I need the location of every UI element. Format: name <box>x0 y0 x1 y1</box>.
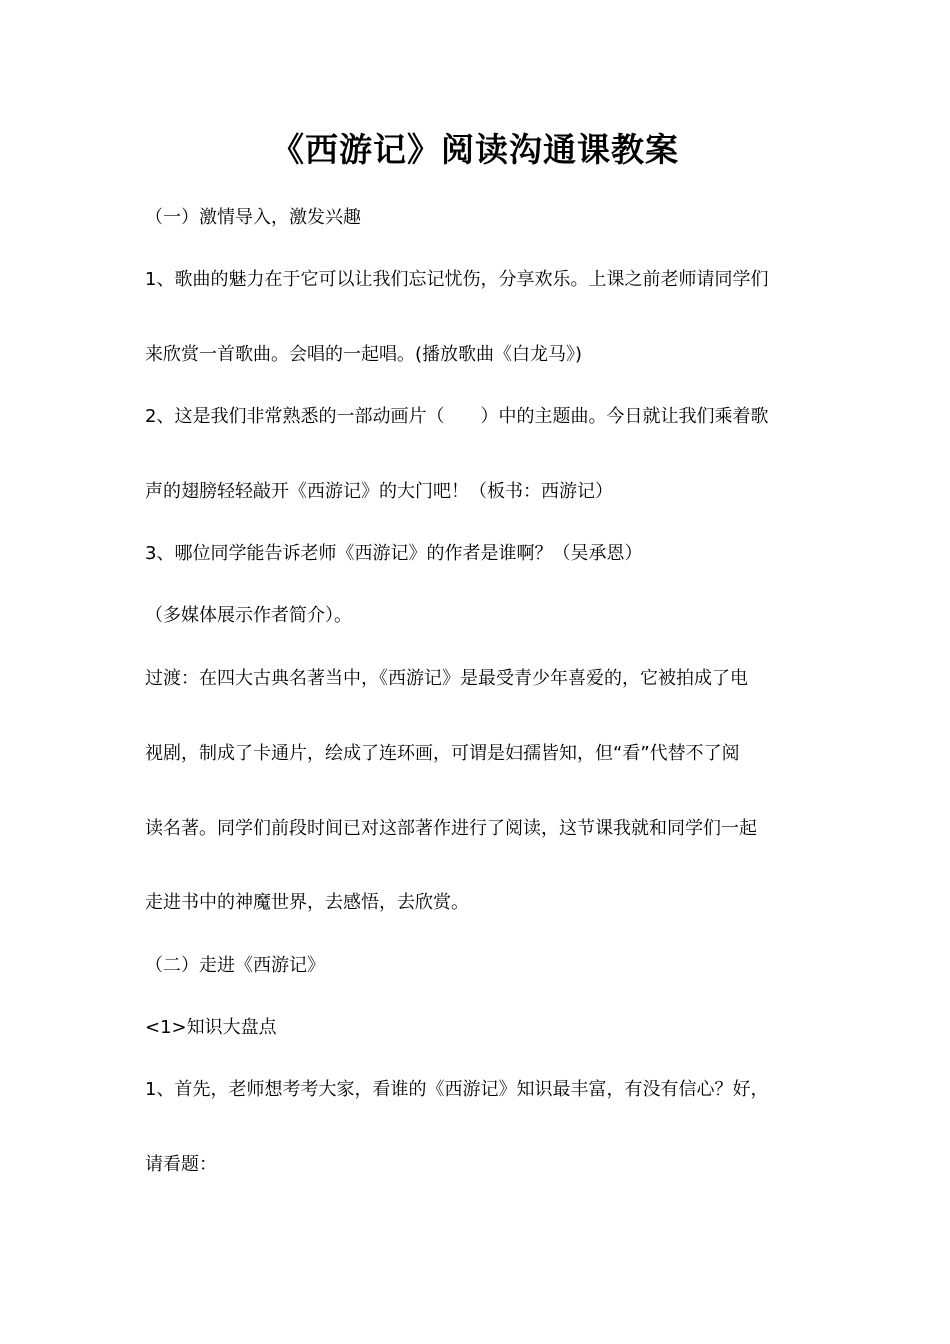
paragraph-line: 声的翅膀轻轻敲开《西游记》的大门吧！（板书：西游记） <box>145 481 613 502</box>
subsection-heading: <1>知识大盘点 <box>145 1017 277 1038</box>
paragraph-line: 读名著。同学们前段时间已对这部著作进行了阅读，这节课我就和同学们一起 <box>145 818 757 839</box>
paragraph-line: 过渡：在四大古典名著当中，《西游记》是最受青少年喜爱的，它被拍成了电 <box>145 668 748 689</box>
paragraph-line: 3、哪位同学能告诉老师《西游记》的作者是谁啊？（吴承恩） <box>145 543 643 564</box>
paragraph-line: （多媒体展示作者简介）。 <box>145 605 352 626</box>
paragraph-line: 来欣赏一首歌曲。会唱的一起唱。(播放歌曲《白龙马》) <box>145 344 583 365</box>
paragraph-line: 走进书中的神魔世界，去感悟，去欣赏。 <box>145 892 469 913</box>
paragraph-line: 1、首先，老师想考考大家，看谁的《西游记》知识最丰富，有没有信心？好， <box>145 1079 769 1100</box>
paragraph-line: 1、歌曲的魅力在于它可以让我们忘记忧伤，分享欢乐。上课之前老师请同学们 <box>145 269 769 290</box>
paragraph-line: 2、这是我们非常熟悉的一部动画片（ ）中的主题曲。今日就让我们乘着歌 <box>145 406 769 427</box>
section-heading-enter: （二）走进《西游记》 <box>145 955 325 976</box>
paragraph-line: 视剧，制成了卡通片，绘成了连环画，可谓是妇孺皆知，但“看”代替不了阅 <box>145 743 740 764</box>
document-title: 《西游记》阅读沟通课教案 <box>271 130 679 169</box>
section-heading-intro: （一）激情导入，激发兴趣 <box>145 207 361 228</box>
paragraph-line: 请看题： <box>145 1154 217 1175</box>
